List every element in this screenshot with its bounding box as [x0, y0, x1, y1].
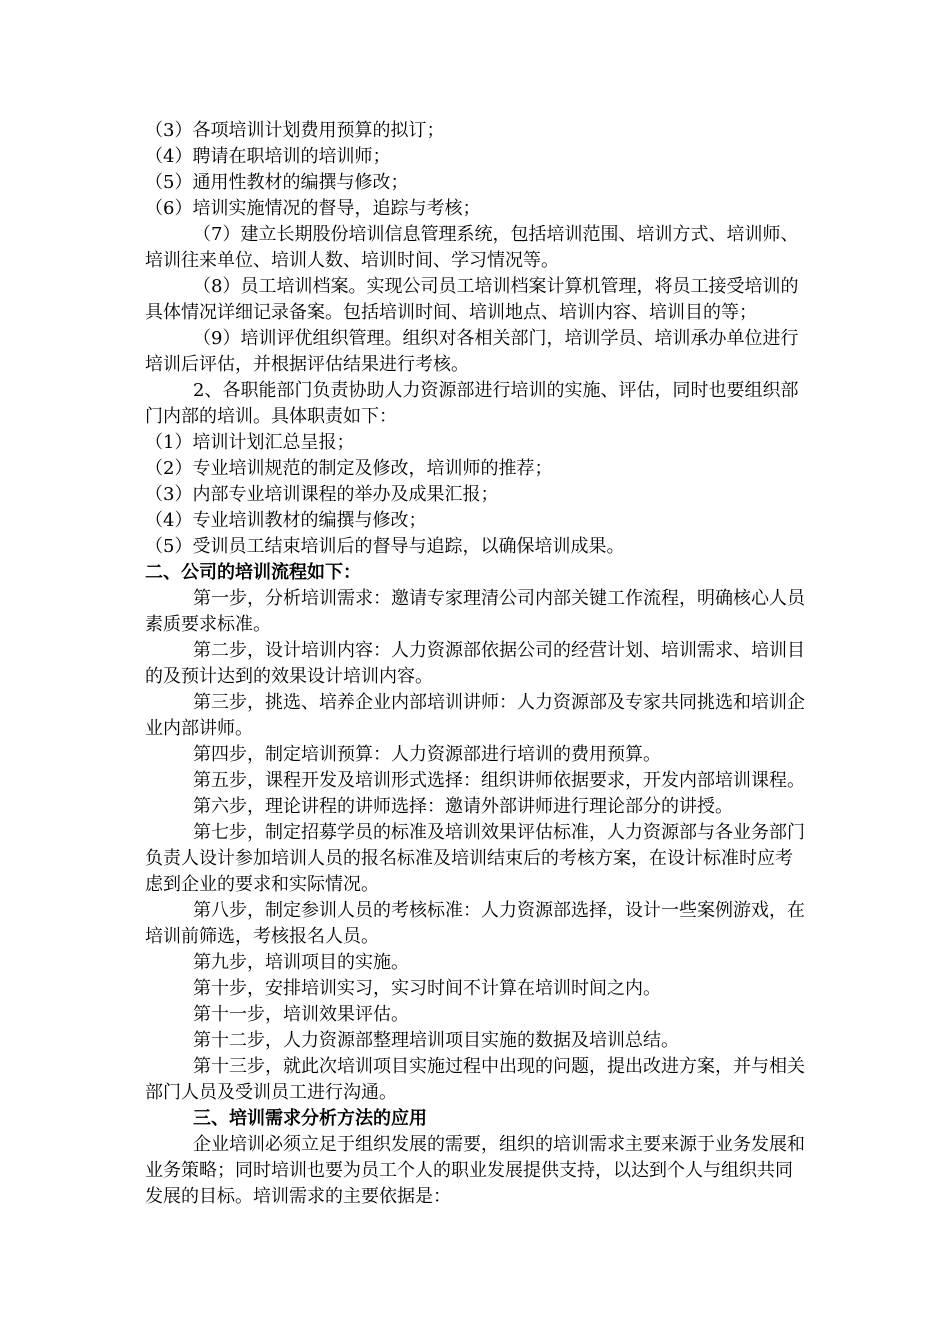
- list-item: （5）通用性教材的编撰与修改；: [145, 172, 409, 193]
- paragraph-item-8: （8）员工培训档案。实现公司员工培训档案计算机管理，将员工接受培训的具体情况详细记录备案。包括培训时间、培训地点、培训内容、培训目的等；: [145, 276, 799, 323]
- process-step: 第二步，设计培训内容：人力资源部依据公司的经营计划、培训需求、培训目的及预计达到的效果设计培训内容。: [145, 640, 805, 687]
- process-step: 第四步，制定培训预算：人力资源部进行培训的费用预算。: [193, 744, 661, 765]
- process-step: 第十步，安排培训实习，实习时间不计算在培训时间之内。: [193, 978, 661, 999]
- list-item: （5）受训员工结束培训后的督导与追踪，以确保培训成果。: [145, 536, 625, 557]
- paragraph-needs-intro: 企业培训必须立足于组织发展的需要，组织的培训需求主要来源于业务发展和业务策略；同时培训也要为员工个人的职业发展提供支持，以达到个人与组织共同发展的目标。培训需求的主要依据是：: [145, 1134, 805, 1207]
- list-item: （3）各项培训计划费用预算的拟订；: [145, 120, 445, 141]
- process-step: 第七步，制定招募学员的标准及培训效果评估标准，人力资源部与各业务部门负责人设计参加培训人员的报名标准及培训结束后的考核方案，在设计标准时应考虑到企业的要求和实际情况。: [145, 822, 805, 895]
- paragraph-item-9: （9）培训评优组织管理。组织对各相关部门，培训学员、培训承办单位进行培训后评估，并根据评估结果进行考核。: [145, 328, 799, 375]
- process-step: 第五步，课程开发及培训形式选择：组织讲师依据要求，开发内部培训课程。: [193, 770, 805, 791]
- process-step: 第六步，理论讲程的讲师选择：邀请外部讲师进行理论部分的讲授。: [193, 796, 733, 817]
- list-item: （3）内部专业培训课程的举办及成果汇报；: [145, 484, 499, 505]
- list-item: （1）培训计划汇总呈报；: [145, 432, 355, 453]
- document-body: [145, 118, 805, 1210]
- list-item: （4）聘请在职培训的培训师；: [145, 146, 391, 167]
- process-step: 第三步，挑选、培养企业内部培训讲师：人力资源部及专家共同挑选和培训企业内部讲师。: [145, 692, 805, 739]
- paragraph-item-7: （7）建立长期股份培训信息管理系统，包括培训范围、培训方式、培训师、培训往来单位、培训人数、培训时间、学习情况等。: [145, 224, 799, 271]
- paragraph-department-duties: 2、各职能部门负责协助人力资源部进行培训的实施、评估，同时也要组织部门内部的培训。具体职责如下：: [145, 380, 799, 427]
- process-step: 第一步，分析培训需求：邀请专家理清公司内部关键工作流程，明确核心人员素质要求标准。: [145, 588, 805, 635]
- list-item: （6）培训实施情况的督导，追踪与考核；: [145, 198, 481, 219]
- list-item: （2）专业培训规范的制定及修改，培训师的推荐；: [145, 458, 553, 479]
- process-step: 第十一步，培训效果评估。: [193, 1004, 409, 1025]
- process-step: 第九步，培训项目的实施。: [193, 952, 409, 973]
- process-step: 第十三步，就此次培训项目实施过程中出现的问题，提出改进方案，并与相关部门人员及受训员工进行沟通。: [145, 1056, 805, 1103]
- list-item: （4）专业培训教材的编撰与修改；: [145, 510, 427, 531]
- process-step: 第十二步，人力资源部整理培训项目实施的数据及培训总结。: [193, 1030, 679, 1051]
- section-heading-needs-analysis: 三、培训需求分析方法的应用: [193, 1108, 427, 1129]
- section-heading-training-process: 二、公司的培训流程如下：: [145, 562, 361, 583]
- process-step: 第八步，制定参训人员的考核标准：人力资源部选择，设计一些案例游戏，在培训前筛选，考核报名人员。: [145, 900, 805, 947]
